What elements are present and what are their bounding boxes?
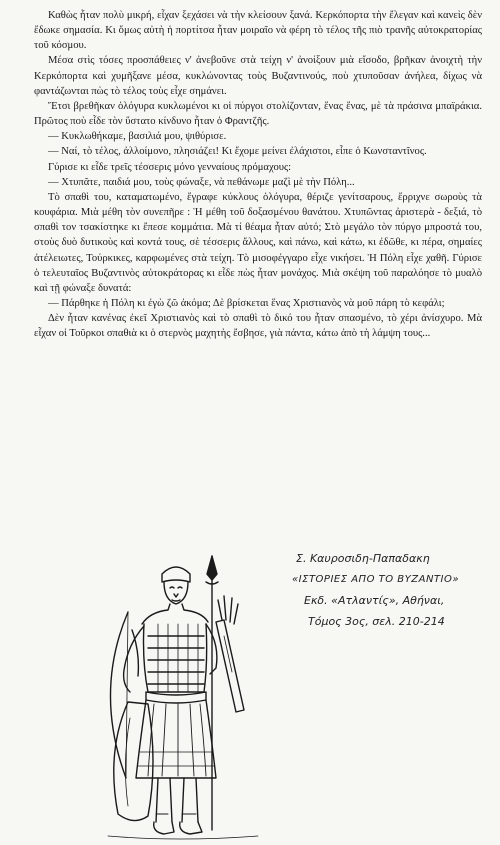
paragraph: Ἔτσι βρεθῆκαν ὁλόγυρα κυκλωμένοι κι οἱ πύργοι στολίζονταν, ἕνας ἕνας, μὲ τὰ πράσινα μπαϊράκια. Πρῶτος ποὺ εἶδε τὸν ὕστατο κίνδυνο ἦταν ὁ Φραντζῆς. xyxy=(34,100,482,128)
paragraph: Μέσα στὶς τόσες προσπάθειες ν' ἀνεβοῦνε στὰ τείχη ν' ἀνοίξουν μιὰ εἴσοδο, βρῆκαν ἀνοιχτὴ τὴν Κερκόπορτα καὶ χυμῆξανε μέσα, κυκλώνοντας τοὺς Βυζαντινούς, ποὺ χτυποῦσαν ἀνήλεα, δίχως νὰ φαντάζωνται πὼς τὸ τέλος τοὺς εἶχε σημάνει. xyxy=(34,55,482,97)
paragraph: Τὸ σπαθὶ του, καταματωμένο, ἔγραφε κύκλους ὁλόγυρα, θέριζε γενίτσαρους, ἔρριχνε σωροὺς τὰ κουφάρια. Μιὰ μέθη τὸν συνεπῆρε : Ἡ μέθη τοῦ δοξασμένου θανάτου. Χτυπῶντας ἀριστερὰ - δεξιά, τὸ σπαθὶ τον τσακίστηκε κι ἔπεσε κομμάτια. Μὰ τί θέαμα ἦταν αὐτό; Στὸ μεγάλο τὸν πύργο μπροστά του, στοὺς δυὸ δυτικοὺς καὶ κοντά τους, σὲ τέσσερις ἄλλους, καὶ πάνω, καὶ κάτω, κι ἐδῶθε, κι πέρα, σημαίες ἀτέλειωτες, Τούρκικες, καρφωμένες στὰ τείχη. Τὸ μισοφέγγαρο εἶχε νικήσει. Ἡ Πόλη εἶχε χαθῆ. Γύρισε ὁ τελευταῖος Βυζαντινὸς αὐτοκράτορας κι εἶδε πὼς ἦταν μονάχος. Μιὰ σκέψη τοῦ παραλόησε τὸ μυαλὸ καὶ τῇ φώναξε δυνατά: xyxy=(34,191,482,294)
story-text xyxy=(34,8,482,341)
dialog-line: — Πάρθηκε ἡ Πόλη κι ἐγὼ ζῶ ἀκόμα; Δὲ βρίσκεται ἕνας Χριστιανὸς νὰ μοῦ πάρη τὸ κεφάλι; xyxy=(48,297,445,309)
dialog-line: — Χτυπᾶτε, παιδιά μου, τοὺς φώναξε, νὰ πεθάνωμε μαζὶ μὲ τὴν Πόλη... xyxy=(48,176,355,188)
byzantine-warrior-illustration xyxy=(88,552,268,842)
dialog-line: — Ναί, τὸ τέλος, ἀλλοίμονο, πλησιάζει! Κι ἔχομε μείνει ἐλάχιστοι, εἶπε ὁ Κωνσταντῖνος. xyxy=(48,146,427,158)
citation-volume: Τόμος 3ος, σελ. 210-214 xyxy=(308,615,445,628)
source-citation xyxy=(252,548,492,632)
paragraph: Γύρισε κι εἶδε τρεῖς τέσσερις μόνο γενναίους πρόμαχους: xyxy=(48,161,292,173)
paragraph: Δὲν ἦταν κανένας ἐκεῖ Χριστιανὸς καὶ τὸ σπαθὶ τὸ δικό του ἦταν σπασμένο, τὸ χέρι ἀνίσχυρο. Μὰ εἶχαν οἱ Τοῦρκοι σπαθιὰ κι ὁ στερνὸς μαχητὴς ἔσβησε, γιὰ πάντα, κάτω ἀπὸ τὴ λάμψη τους... xyxy=(34,313,482,340)
citation-author: Σ. Καυροσιδη-Παπαδακη xyxy=(296,552,430,565)
dialog-line: — Κυκλωθήκαμε, βασιλιά μου, ψιθύρισε. xyxy=(48,131,227,143)
paragraph: Καθὼς ἦταν πολὺ μικρή, εἶχαν ξεχάσει νὰ τὴν κλείσουν ξανά. Κερκόπορτα τὴν ἔλεγαν καὶ κανεὶς δὲν ἔδωκε σημασία. Κι ὅμως αὐτὴ ἡ πορτίτσα ἦταν μοιραῖο νὰ φέρη τὸ τέλος τῆς πιὸ τρανῆς αὐτοκρατορίας τοῦ κόσμου. xyxy=(34,10,482,52)
citation-publisher: Εκδ. «Ατλαντίς», Αθήναι, xyxy=(304,594,445,607)
citation-title: «ΙΣΤΟΡΙΕΣ ΑΠΟ ΤΟ ΒΥΖΑΝΤΙΟ» xyxy=(292,574,460,585)
